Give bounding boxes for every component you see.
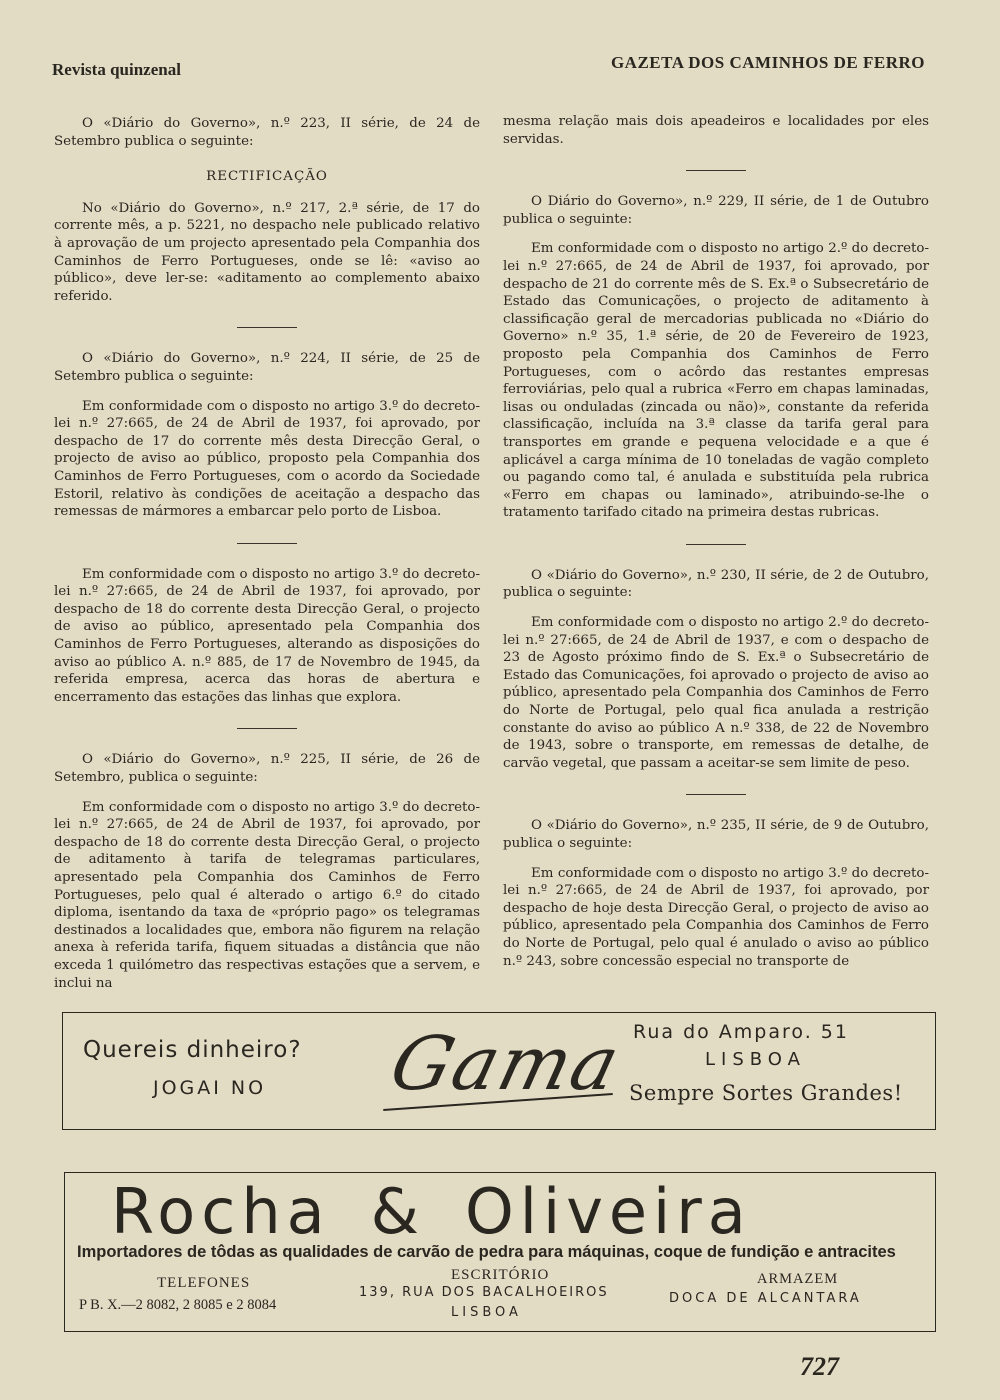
notice-paragraph: Em conformidade com o disposto no artigo 3.º do decreto-lei n.º 27:665, de 24 de Abril de 1937, foi aprovado, por despacho de 17 do corrente mês desta Direcção Geral, o projecto de aviso ao público, proposto pela Companhia dos Caminhos de Ferro Portugueses, com o acordo da Sociedade Estoril, relativo às condições de aceitação a despacho das remessas de mármores a embarcar pelo porto de Lisboa. [54, 398, 480, 520]
notice-paragraph: Em conformidade com o disposto no artigo 3.º do decreto-lei n.º 27:665, de 24 de Abril de 1937, foi aprovado, por despacho de hoje desta Direcção Geral, o projecto de aviso ao público, apresentado pela Companhia dos Caminhos de Ferro do Norte de Portugal, pelo qual é anulado o aviso ao público n.º 243, sobre concessão especial no transporte de [503, 865, 929, 969]
gama-logo: Gama [382, 1021, 630, 1107]
rocha-oliveira-ad [64, 1172, 936, 1332]
notice-paragraph: No «Diário do Governo», n.º 217, 2.ª série, de 17 do corrente mês, a p. 5221, no despacho nele publicado relativo à aprovação de um projecto apresentado pela Companhia dos Caminhos de Ferro Portugueses, onde se lê: «aviso ao público», deve ler-se: «aditamento ao complemento abaixo referido. [54, 200, 480, 304]
separator-rule [686, 794, 746, 795]
separator-rule [686, 544, 746, 545]
office-label: ESCRITÓRIO [451, 1267, 550, 1283]
company-name-part: Oliveira [464, 1175, 752, 1248]
separator-rule [237, 728, 297, 729]
section-title: RECTIFICAÇÃO [206, 169, 328, 185]
right-column [503, 113, 929, 970]
running-header-right: GAZETA DOS CAMINHOS DE FERRO [610, 53, 925, 72]
separator-rule [686, 170, 746, 171]
telephone-numbers: P B. X.—2 8082, 2 8085 e 2 8084 [79, 1297, 277, 1313]
warehouse-address: DOCA DE ALCANTARA [669, 1291, 862, 1306]
notice-paragraph: Em conformidade com o disposto no artigo 3.º do decreto-lei n.º 27:665, de 24 de Abril de 1937, foi aprovado, por despacho de 18 do corrente desta Direcção Geral, o projecto de aviso ao público, apresentado pela Companhia dos Caminhos de Ferro Portugueses, alterando as disposições do aviso ao público A. n.º 885, de 17 de Novembro de 1945, da referida empresa, acerca das horas de abertura e encerramento das estações das linhas que explora. [54, 566, 480, 705]
notice-paragraph: mesma relação mais dois apeadeiros e localidades por eles servidas. [503, 114, 929, 147]
gama-lottery-ad [62, 1012, 936, 1130]
ad-headline: Quereis dinheiro? [83, 1037, 302, 1063]
ad-slogan: Sempre Sortes Grandes! [629, 1081, 903, 1105]
warehouse-label: ARMAZEM [757, 1271, 839, 1287]
office-address: 139, RUA DOS BACALHOEIROS [359, 1285, 609, 1300]
notice-paragraph: O «Diário do Governo», n.º 235, II série, de 9 de Outubro, publica o seguinte: [503, 818, 929, 851]
running-header-left: Revista quinzenal [52, 60, 181, 79]
separator-rule [237, 543, 297, 544]
company-name-part: Rocha [111, 1175, 331, 1248]
page-number: 727 [800, 1352, 839, 1381]
ad-city: LISBOA [705, 1049, 806, 1070]
notice-paragraph: O «Diário do Governo», n.º 225, II série, de 26 de Setembro, publica o seguinte: [54, 752, 480, 786]
ampersand: & [370, 1175, 425, 1248]
separator-rule [237, 327, 297, 328]
ad-address: Rua do Amparo. 51 [633, 1021, 849, 1043]
telephone-label: TELEFONES [157, 1275, 251, 1291]
notice-paragraph: Em conformidade com o disposto no artigo 2.º do decreto-lei n.º 27:665, de 24 de Abril de 1937, foi aprovado, por despacho de 21 do corrente mês de S. Ex.ª o Subsecretário de Estado das Comunicações, o projecto de aditamento à classificação geral de mercadorias publicada no «Diário do Governo» n.º 35, 1.ª série, de 20 de Fevereiro de 1923, proposto pela Companhia dos Caminhos de Ferro Portugueses, com o acôrdo das restantes empresas ferroviárias, pelo qual a rubrica «Ferro em chapas laminadas, lisas ou onduladas (zincada ou não)», constante da referida classificação, incluída na 3.ª classe da tarifa geral para transportes em grande e pequena velocidade e a que é aplicável a carga mínima de 10 toneladas de vagão completo ou pagando como tal, é anulada e substituída pela rubrica «Ferro em chapas ou laminado», atribuindo-se-lhe o tratamento tarifado citado na primeira destas rubricas. [503, 241, 929, 521]
notice-paragraph: O «Diário do Governo», n.º 224, II série, de 25 de Setembro publica o seguinte: [54, 351, 480, 384]
notice-paragraph: Em conformidade com o disposto no artigo 2.º do decreto-lei n.º 27:665, de 24 de Abril de 1937, e com o despacho de 23 de Agosto próximo findo de S. Ex.ª o Subsecretário de Estado das Comunicações, foi aprovado o projecto de aviso ao público, apresentado pela Companhia dos Caminhos de Ferro do Norte de Portugal, pelo qual fica anulada a restrição constante do aviso ao público A n.º 338, de 22 de Novembro de 1943, sobre o transporte, em remessas de detalhe, de carvão vegetal, que passam a aceitar-se sem limite de peso. [503, 615, 929, 771]
notice-paragraph: O Diário do Governo», n.º 229, II série, de 1 de Outubro publica o seguinte: [503, 194, 929, 227]
notice-paragraph: O «Diário do Governo», n.º 223, II série, de 24 de Setembro publica o seguinte: [54, 116, 480, 149]
notice-paragraph: O «Diário do Governo», n.º 230, II série, de 2 de Outubro, publica o seguinte: [503, 567, 929, 601]
office-city: LISBOA [451, 1305, 522, 1320]
notice-paragraph: Em conformidade com o disposto no artigo 3.º do decreto-lei n.º 27:665, de 24 de Abril de 1937, foi aprovado, por despacho de 18 do corrente desta Direcção Geral, o projecto de aditamento à tarifa de telegramas particulares, apresentado pela Companhia dos Caminhos de Ferro Portugueses, pelo qual é alterado o artigo 6.º do citado diploma, isentando da taxa de «próprio pago» os telegramas destinados a localidades que, embora não figurem na relação anexa à referida tarifa, fiquem situadas a distância que não exceda 1 quilómetro das respectivas estações que a servem, e inclui na [54, 799, 480, 991]
left-column [54, 115, 480, 992]
company-name [111, 1175, 901, 1248]
ad-call-to-action: JOGAI NO [153, 1077, 267, 1099]
company-subtitle: Importadores de tôdas as qualidades de carvão de pedra para máquinas, coque de fundição e antracites [77, 1243, 896, 1261]
